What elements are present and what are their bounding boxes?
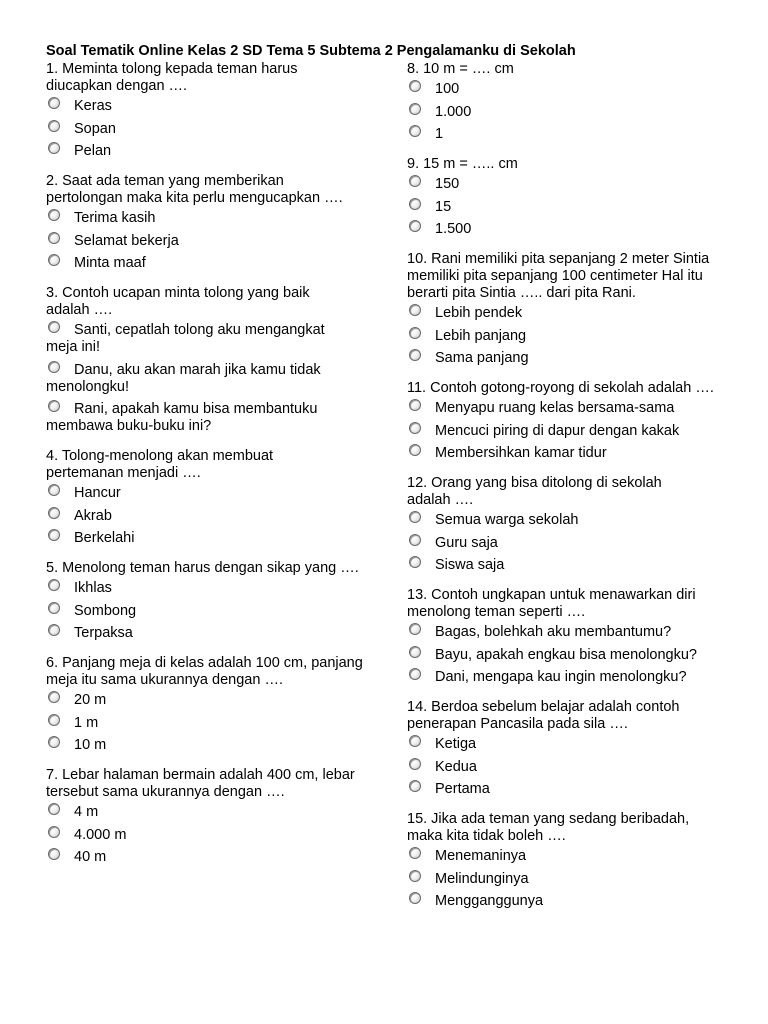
- question-text: 5. Menolong teman harus dengan sikap yang ….: [46, 560, 359, 576]
- answer-option[interactable]: [407, 647, 737, 664]
- option-label: Berkelahi: [74, 530, 135, 546]
- radio-button-icon[interactable]: [48, 321, 60, 333]
- answer-option[interactable]: [407, 669, 737, 686]
- answer-option[interactable]: [407, 871, 737, 888]
- option-label: Siswa saja: [435, 557, 505, 573]
- answer-option[interactable]: [407, 104, 737, 121]
- radio-button-icon[interactable]: [409, 80, 421, 92]
- answer-option[interactable]: [407, 126, 737, 143]
- option-label: 1: [435, 126, 444, 142]
- answer-option[interactable]: [46, 849, 376, 866]
- question-text: 8. 10 m = …. cm: [407, 61, 514, 77]
- answer-option[interactable]: [46, 322, 351, 356]
- question-1: [46, 61, 376, 160]
- radio-button-icon[interactable]: [48, 803, 60, 815]
- option-label: Mencuci piring di dapur dengan kakak: [435, 422, 680, 439]
- answer-option[interactable]: [407, 199, 737, 216]
- question-7: [46, 767, 376, 866]
- radio-button-icon[interactable]: [409, 780, 421, 792]
- answer-option[interactable]: [407, 781, 737, 798]
- option-label: Keras: [74, 98, 112, 114]
- radio-button-icon[interactable]: [409, 623, 421, 635]
- radio-button-icon[interactable]: [48, 361, 60, 373]
- answer-option[interactable]: [46, 401, 351, 435]
- question-5: [46, 560, 376, 642]
- option-label: 1 m: [74, 714, 99, 731]
- radio-button-icon[interactable]: [409, 399, 421, 411]
- question-text: 7. Lebar halaman bermain adalah 400 cm, lebar tersebut sama ukurannya dengan ….: [46, 767, 355, 800]
- radio-button-icon[interactable]: [48, 602, 60, 614]
- radio-button-icon[interactable]: [48, 232, 60, 244]
- option-label: 100: [435, 81, 460, 97]
- radio-button-icon[interactable]: [48, 254, 60, 266]
- answer-option[interactable]: [407, 848, 737, 865]
- answer-option[interactable]: [407, 557, 737, 574]
- radio-button-icon[interactable]: [409, 422, 421, 434]
- answer-option[interactable]: [407, 423, 737, 440]
- radio-button-icon[interactable]: [409, 327, 421, 339]
- question-text: 10. Rani memiliki pita sepanjang 2 meter Sintia memiliki pita sepanjang 100 centimeter Hal itu berarti pita Sintia ….. dari pita Rani.: [407, 251, 710, 301]
- answer-option[interactable]: [407, 400, 737, 417]
- option-label: Ikhlas: [74, 580, 112, 596]
- radio-button-icon[interactable]: [409, 444, 421, 456]
- answer-option[interactable]: [407, 624, 737, 641]
- option-label: Bayu, apakah engkau bisa menolongku?: [435, 646, 697, 663]
- left-column: [46, 61, 376, 879]
- option-label: Bagas, bolehkah aku membantumu?: [435, 624, 672, 640]
- option-label: Ketiga: [435, 736, 477, 752]
- question-9: [407, 156, 737, 238]
- option-label: Pelan: [74, 143, 112, 159]
- radio-button-icon[interactable]: [409, 511, 421, 523]
- answer-option[interactable]: [46, 692, 376, 709]
- answer-option[interactable]: [46, 233, 376, 250]
- option-label: Akrab: [74, 507, 112, 524]
- question-6: [46, 655, 376, 754]
- answer-option[interactable]: [407, 305, 737, 322]
- option-label: Sama panjang: [435, 350, 529, 366]
- option-label: Menemaninya: [435, 848, 527, 864]
- question-text: 15. Jika ada teman yang sedang beribadah, maka kita tidak boleh ….: [407, 811, 690, 844]
- question-text: 11. Contoh gotong-royong di sekolah adalah ….: [407, 380, 714, 396]
- radio-button-icon[interactable]: [48, 691, 60, 703]
- radio-button-icon[interactable]: [409, 175, 421, 187]
- option-label: Selamat bekerja: [74, 232, 179, 249]
- answer-option[interactable]: [46, 625, 376, 642]
- option-label: Hancur: [74, 485, 121, 501]
- radio-button-icon[interactable]: [409, 646, 421, 658]
- option-label: Sopan: [74, 120, 116, 137]
- option-label: 1.000: [435, 103, 472, 120]
- option-label: Semua warga sekolah: [435, 512, 579, 528]
- question-10: [407, 251, 737, 367]
- radio-button-icon[interactable]: [409, 758, 421, 770]
- question-2: [46, 173, 376, 272]
- answer-option[interactable]: [46, 804, 376, 821]
- option-label: 1.500: [435, 221, 472, 237]
- radio-button-icon[interactable]: [48, 507, 60, 519]
- answer-option[interactable]: [46, 603, 376, 620]
- question-3: [46, 285, 376, 435]
- question-text: 2. Saat ada teman yang memberikan pertolongan maka kita perlu mengucapkan ….: [46, 173, 343, 206]
- option-label: Menyapu ruang kelas bersama-sama: [435, 400, 675, 416]
- radio-button-icon[interactable]: [409, 125, 421, 137]
- option-label: Lebih pendek: [435, 305, 523, 321]
- radio-button-icon[interactable]: [48, 120, 60, 132]
- answer-option[interactable]: [46, 485, 376, 502]
- radio-button-icon[interactable]: [48, 97, 60, 109]
- answer-option[interactable]: [46, 210, 376, 227]
- radio-button-icon[interactable]: [409, 103, 421, 115]
- question-12: [407, 475, 737, 574]
- answer-option[interactable]: [407, 350, 737, 367]
- option-label: Mengganggunya: [435, 893, 544, 909]
- radio-button-icon[interactable]: [409, 304, 421, 316]
- answer-option[interactable]: [407, 512, 737, 529]
- answer-option[interactable]: [407, 221, 737, 238]
- radio-button-icon[interactable]: [409, 892, 421, 904]
- page-title: Soal Tematik Online Kelas 2 SD Tema 5 Subtema 2 Pengalamanku di Sekolah: [46, 43, 576, 59]
- option-label: 150: [435, 176, 460, 192]
- answer-option[interactable]: [407, 893, 737, 910]
- option-label: Guru saja: [435, 534, 498, 551]
- right-column: [407, 61, 737, 923]
- question-8: [407, 61, 737, 143]
- answer-option[interactable]: [46, 255, 376, 272]
- option-label: Santi, cepatlah tolong aku mengangkat meja ini!: [46, 322, 325, 355]
- radio-button-icon[interactable]: [48, 736, 60, 748]
- option-label: Danu, aku akan marah jika kamu tidak menolongku!: [46, 361, 321, 395]
- radio-button-icon[interactable]: [409, 668, 421, 680]
- answer-option[interactable]: [46, 737, 376, 754]
- radio-button-icon[interactable]: [48, 826, 60, 838]
- option-label: 4.000 m: [74, 826, 127, 843]
- question-text: 1. Meminta tolong kepada teman harus diucapkan dengan ….: [46, 61, 298, 94]
- option-label: Melindunginya: [435, 870, 529, 887]
- answer-option[interactable]: [46, 362, 351, 396]
- option-label: Terima kasih: [74, 210, 156, 226]
- option-label: Rani, apakah kamu bisa membantuku membawa buku-buku ini?: [46, 401, 318, 434]
- radio-button-icon[interactable]: [48, 400, 60, 412]
- option-label: Lebih panjang: [435, 327, 527, 344]
- question-text: 4. Tolong-menolong akan membuat pertemanan menjadi ….: [46, 448, 274, 481]
- option-label: 4 m: [74, 804, 99, 820]
- question-text: 9. 15 m = ….. cm: [407, 156, 518, 172]
- radio-button-icon[interactable]: [48, 624, 60, 636]
- question-13: [407, 587, 737, 686]
- option-label: Membersihkan kamar tidur: [435, 445, 607, 461]
- question-text: 13. Contoh ungkapan untuk menawarkan diri menolong teman seperti ….: [407, 587, 696, 620]
- answer-option[interactable]: [407, 535, 737, 552]
- answer-option[interactable]: [407, 81, 737, 98]
- answer-option[interactable]: [407, 328, 737, 345]
- radio-button-icon[interactable]: [409, 870, 421, 882]
- answer-option[interactable]: [407, 445, 737, 462]
- answer-option[interactable]: [46, 98, 376, 115]
- answer-option[interactable]: [407, 176, 737, 193]
- question-11: [407, 380, 737, 462]
- answer-option[interactable]: [46, 715, 376, 732]
- answer-option[interactable]: [46, 580, 376, 597]
- radio-button-icon[interactable]: [48, 142, 60, 154]
- option-label: Dani, mengapa kau ingin menolongku?: [435, 669, 687, 685]
- question-text: 12. Orang yang bisa ditolong di sekolah adalah ….: [407, 475, 662, 508]
- question-text: 14. Berdoa sebelum belajar adalah contoh penerapan Pancasila pada sila ….: [407, 699, 680, 732]
- radio-button-icon[interactable]: [409, 198, 421, 210]
- answer-option[interactable]: [407, 736, 737, 753]
- radio-button-icon[interactable]: [48, 529, 60, 541]
- question-text: 6. Panjang meja di kelas adalah 100 cm, panjang meja itu sama ukurannya dengan ….: [46, 655, 363, 688]
- radio-button-icon[interactable]: [409, 349, 421, 361]
- option-label: Sombong: [74, 602, 137, 619]
- answer-option[interactable]: [407, 759, 737, 776]
- radio-button-icon[interactable]: [409, 735, 421, 747]
- answer-option[interactable]: [46, 530, 376, 547]
- option-label: Pertama: [435, 781, 490, 797]
- radio-button-icon[interactable]: [48, 848, 60, 860]
- option-label: Kedua: [435, 758, 477, 775]
- option-label: Terpaksa: [74, 625, 133, 641]
- radio-button-icon[interactable]: [48, 484, 60, 496]
- radio-button-icon[interactable]: [409, 847, 421, 859]
- question-15: [407, 811, 737, 910]
- radio-button-icon[interactable]: [48, 209, 60, 221]
- answer-option[interactable]: [46, 121, 376, 138]
- answer-option[interactable]: [46, 143, 376, 160]
- radio-button-icon[interactable]: [409, 556, 421, 568]
- radio-button-icon[interactable]: [48, 714, 60, 726]
- radio-button-icon[interactable]: [409, 220, 421, 232]
- answer-option[interactable]: [46, 508, 376, 525]
- question-14: [407, 699, 737, 798]
- answer-option[interactable]: [46, 827, 376, 844]
- option-label: 10 m: [74, 737, 107, 753]
- radio-button-icon[interactable]: [409, 534, 421, 546]
- option-label: Minta maaf: [74, 255, 146, 271]
- radio-button-icon[interactable]: [48, 579, 60, 591]
- option-label: 20 m: [74, 692, 107, 708]
- option-label: 15: [435, 198, 452, 215]
- question-text: 3. Contoh ucapan minta tolong yang baik adalah ….: [46, 285, 310, 318]
- option-label: 40 m: [74, 849, 107, 865]
- question-4: [46, 448, 376, 547]
